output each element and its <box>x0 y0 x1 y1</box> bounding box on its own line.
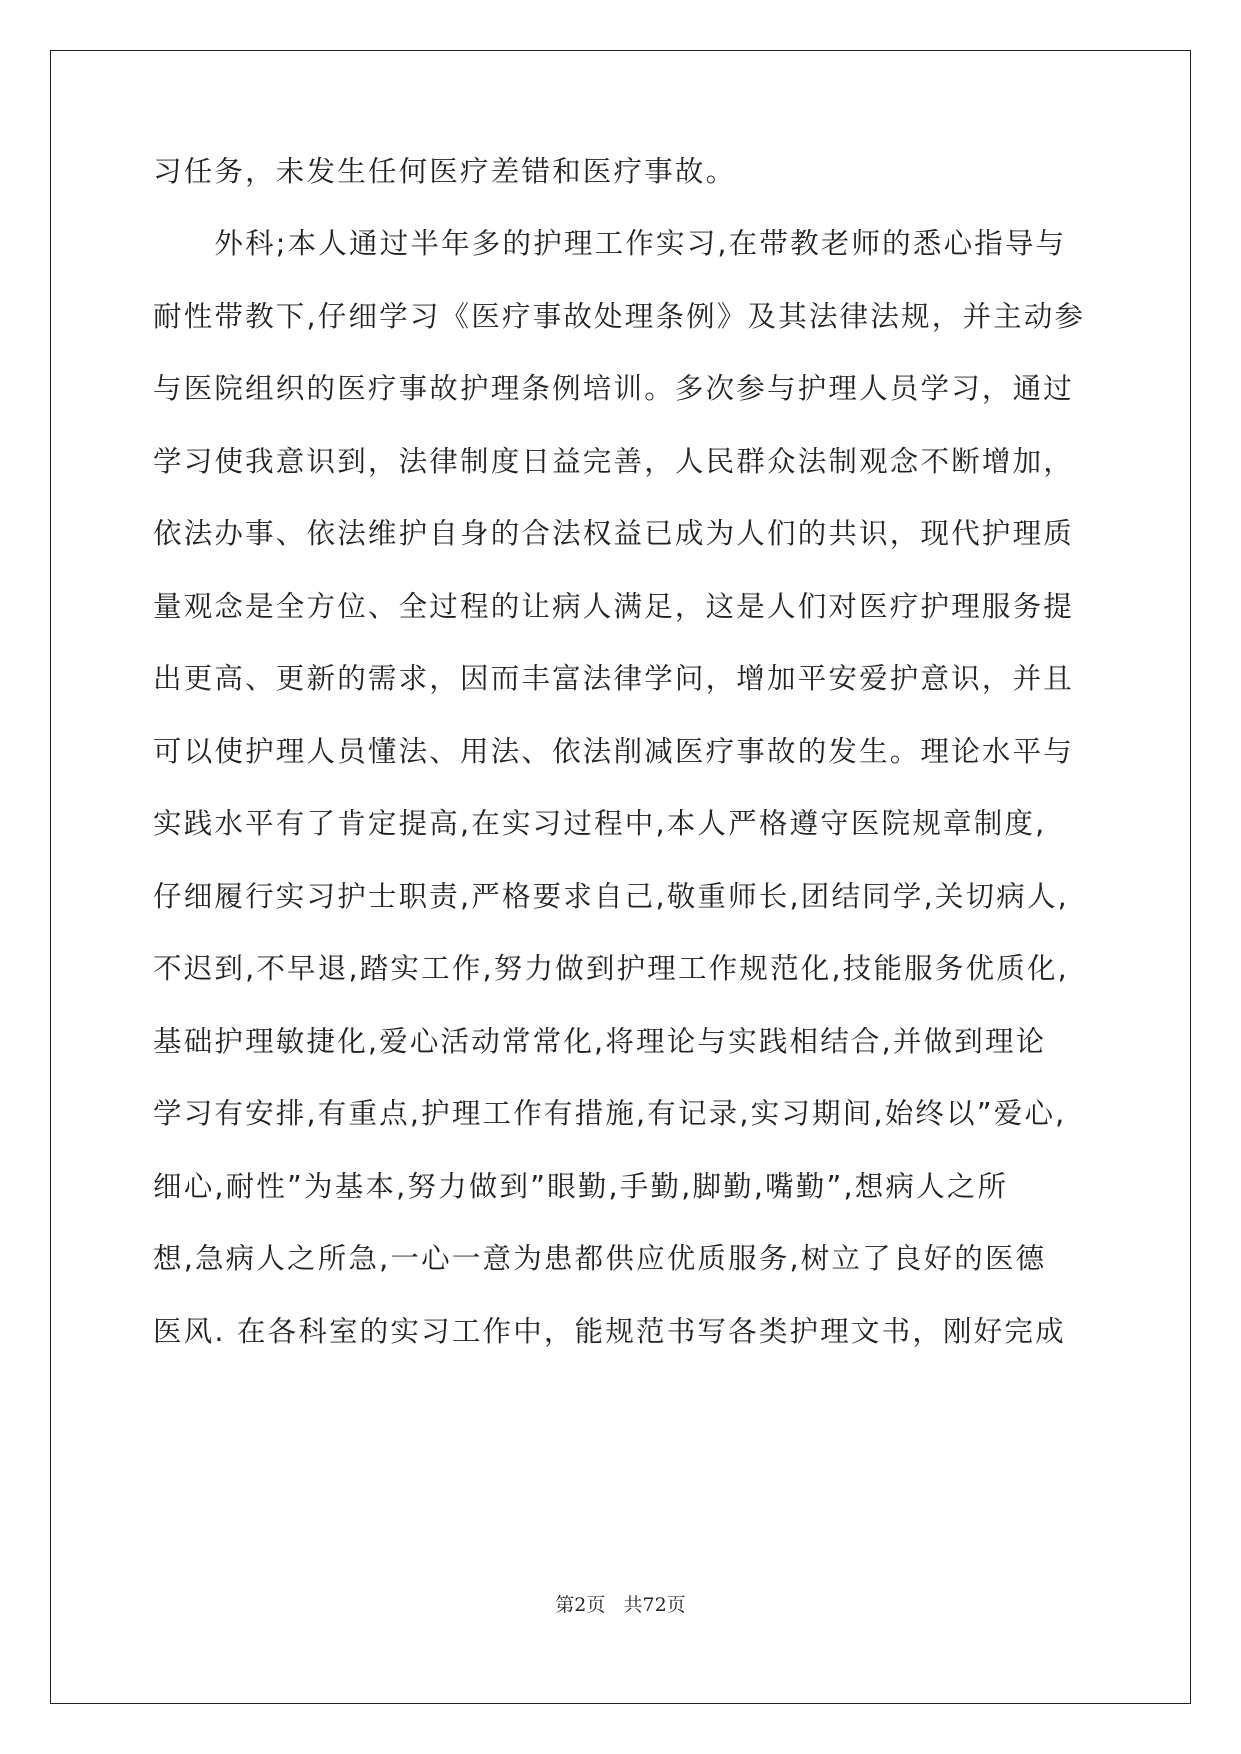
body-line-8: 出更高、更新的需求，因而丰富法律学问，增加平安爱护意识，并且 <box>153 662 1075 695</box>
body-line-17: 医风. 在各科室的实习工作中，能规范书写各类护理文书，刚好完成 <box>153 1315 1066 1348</box>
body-line-5: 学习使我意识到，法律制度日益完善，人民群众法制观念不断增加， <box>153 445 1075 478</box>
body-line-9: 可以使护理人员懂法、用法、依法削减医疗事故的发生。理论水平与 <box>153 735 1075 768</box>
page-number-footer: 第2页 共72页 <box>555 1594 686 1616</box>
body-line-10: 实践水平有了肯定提高,在实习过程中,本人严格遵守医院规章制度, <box>153 807 1047 840</box>
body-line-7: 量观念是全方位、全过程的让病人满足，这是人们对医疗护理服务提 <box>153 590 1075 623</box>
body-line-2: 外科;本人通过半年多的护理工作实习,在带教老师的悉心指导与 <box>153 227 1067 260</box>
body-line-6: 依法办事、依法维护自身的合法权益已成为人们的共识，现代护理质 <box>153 517 1075 550</box>
body-line-3: 耐性带教下,仔细学习《医疗事故处理条例》及其法律法规，并主动参 <box>153 300 1086 333</box>
body-line-12: 不迟到,不早退,踏实工作,努力做到护理工作规范化,技能服务优质化, <box>153 952 1069 985</box>
body-line-16: 想,急病人之所急,一心一意为患都供应优质服务,树立了良好的医德 <box>153 1242 1047 1275</box>
body-line-1: 习任务，未发生任何医疗差错和医疗事故。 <box>153 155 737 188</box>
body-line-13: 基础护理敏捷化,爱心活动常常化,将理论与实践相结合,并做到理论 <box>153 1025 1047 1058</box>
body-line-15: 细心,耐性”为基本,努力做到”眼勤,手勤,脚勤,嘴勤”,想病人之所 <box>153 1170 1009 1203</box>
body-line-4: 与医院组织的医疗事故护理条例培训。多次参与护理人员学习，通过 <box>153 372 1075 405</box>
body-line-11: 仔细履行实习护士职责,严格要求自己,敬重师长,团结同学,关切病人, <box>153 880 1069 913</box>
body-line-14: 学习有安排,有重点,护理工作有措施,有记录,实习期间,始终以”爱心, <box>153 1097 1067 1130</box>
